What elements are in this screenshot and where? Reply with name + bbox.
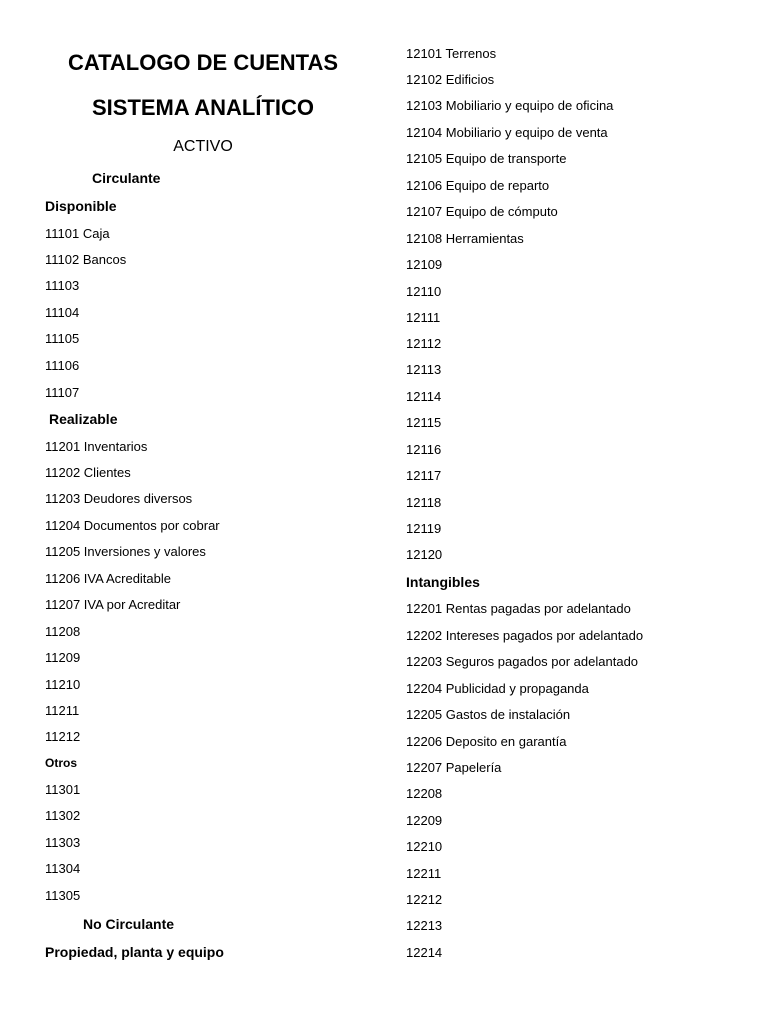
account-line: 11206 IVA Acreditable: [45, 571, 172, 586]
account-line: 11201 Inventarios: [45, 439, 148, 454]
account-line: 12204 Publicidad y propaganda: [406, 681, 589, 696]
account-line: 11107: [45, 385, 80, 400]
account-line: 12112: [406, 336, 442, 351]
account-line: 11101 Caja: [45, 226, 110, 241]
account-line: 12205 Gastos de instalación: [406, 707, 571, 722]
account-line: 11301: [45, 782, 81, 797]
account-line: 12108 Herramientas: [406, 231, 524, 246]
account-line: 12213: [406, 918, 443, 933]
account-line: 12119: [406, 521, 442, 536]
subsection-no-circulante: No Circulante: [83, 916, 175, 932]
account-line: 11103: [45, 278, 80, 293]
account-line: 12110: [406, 284, 442, 299]
account-line: 11205 Inversiones y valores: [45, 544, 206, 559]
account-line: 12101 Terrenos: [406, 46, 497, 61]
account-line: 11305: [45, 888, 81, 903]
account-line: 11211: [45, 703, 80, 718]
account-line: 12209: [406, 813, 443, 828]
account-line: 12111: [406, 310, 441, 325]
account-line: 12207 Papelería: [406, 760, 502, 775]
account-line: 12117: [406, 468, 442, 483]
account-line: 12212: [406, 892, 443, 907]
account-line: 12104 Mobiliario y equipo de venta: [406, 125, 608, 140]
section-heading-activo: ACTIVO: [173, 138, 233, 155]
group-heading-otros: Otros: [45, 756, 78, 770]
account-line: 12202 Intereses pagados por adelantado: [406, 628, 644, 643]
account-line: 11202 Clientes: [45, 465, 131, 480]
account-line: 11303: [45, 835, 81, 850]
account-line: 12206 Deposito en garantía: [406, 734, 567, 749]
account-line: 11208: [45, 624, 81, 639]
account-line: 12118: [406, 495, 442, 510]
group-heading-intangibles: Intangibles: [406, 574, 480, 590]
account-line: 12113: [406, 362, 442, 377]
account-line: 11304: [45, 861, 81, 876]
account-line: 12208: [406, 786, 443, 801]
account-line: 12114: [406, 389, 442, 404]
account-line: 12116: [406, 442, 442, 457]
subsection-circulante: Circulante: [92, 170, 161, 186]
account-line: 11209: [45, 650, 81, 665]
account-line: 12105 Equipo de transporte: [406, 151, 567, 166]
account-line: 11212: [45, 729, 81, 744]
group-heading-propiedad: Propiedad, planta y equipo: [45, 944, 224, 960]
document-title-line1: CATALOGO DE CUENTAS: [67, 50, 339, 75]
group-heading-realizable: Realizable: [49, 411, 118, 427]
account-line: 12109: [406, 257, 443, 272]
account-line: 12107 Equipo de cómputo: [406, 204, 558, 219]
account-line: 12201 Rentas pagadas por adelantado: [406, 601, 631, 616]
account-line: 11203 Deudores diversos: [45, 491, 193, 506]
account-line: 11210: [45, 677, 81, 692]
account-line: 11105: [45, 331, 80, 346]
account-line: 12120: [406, 547, 443, 562]
account-line: 12214: [406, 945, 443, 960]
group-heading-disponible: Disponible: [45, 198, 117, 214]
account-line: 12211: [406, 866, 442, 881]
account-line: 12106 Equipo de reparto: [406, 178, 550, 193]
account-line: 12203 Seguros pagados por adelantado: [406, 654, 639, 669]
account-line: 11102 Bancos: [45, 252, 127, 267]
account-line: 12102 Edificios: [406, 72, 495, 87]
account-line: 12103 Mobiliario y equipo de oficina: [406, 98, 614, 113]
account-line: 12210: [406, 839, 443, 854]
account-line: 11207 IVA por Acreditar: [45, 597, 181, 612]
account-line: 12115: [406, 415, 442, 430]
account-line: 11104: [45, 305, 80, 320]
account-line: 11302: [45, 808, 81, 823]
document-title-line2: SISTEMA ANALÍTICO: [91, 95, 315, 120]
account-line: 11204 Documentos por cobrar: [45, 518, 220, 533]
account-line: 11106: [45, 358, 80, 373]
